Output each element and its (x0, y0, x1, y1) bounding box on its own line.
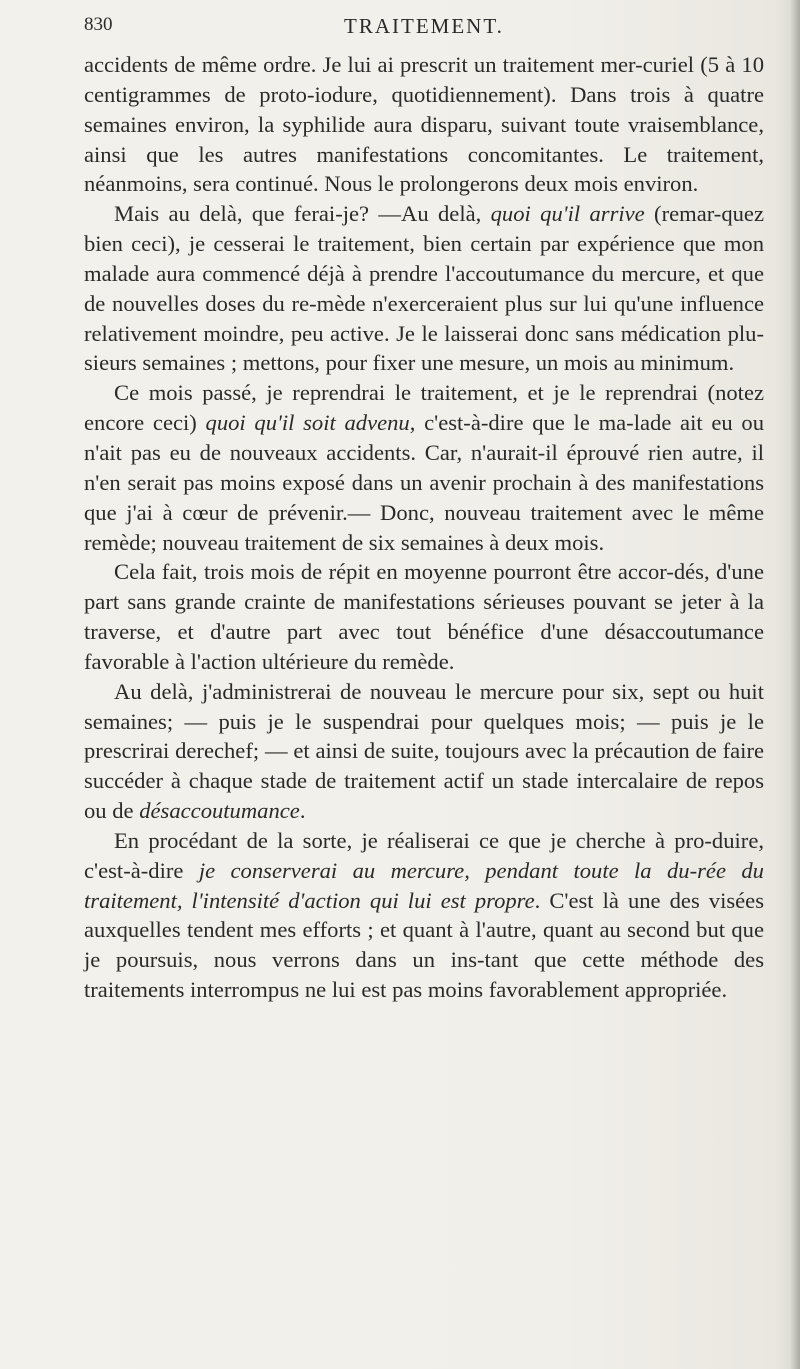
italic-text-run: quoi qu'il soit advenu (205, 410, 410, 436)
text-run: . (299, 798, 306, 824)
page-number: 830 (84, 14, 113, 35)
paragraph (84, 677, 764, 826)
text-run: Ce mois passé, je reprendrai le traitement, et je le reprendrai (notez encore ceci) (84, 380, 764, 436)
paragraph (84, 199, 764, 378)
paragraph (84, 50, 764, 199)
italic-text-run: je conserverai au mercure, pendant toute la du-rée du traitement, l'intensité d'action qui lui est propre (84, 857, 764, 913)
paragraph (84, 826, 764, 1005)
body-text (84, 50, 764, 1005)
text-run: Mais au delà, que ferai-je? —Au delà, (114, 201, 491, 227)
text-run: accidents de même ordre. Je lui ai prescrit un traitement mer-curiel (5 à 10 centigrammes de proto-iodure, quotidiennement). Dans trois à quatre semaines environ, la syphilide aura disparu, suivant toute vraisemblance, ainsi que les autres manifestations concomitantes. Le traitement, néanmoins, sera continué. Nous le prolongerons deux mois environ. (84, 52, 764, 197)
text-run: (remar-quez bien ceci), je cesserai le traitement, bien certain par expérience que mon malade aura commencé déjà à prendre l'accoutumance du mercure, et que de nouvelles doses du re-mède n'exerceraient plus sur lui qu'une influence relativement moindre, peu active. Je le laisserai donc sans médication plu-sieurs semaines ; mettons, pour fixer une mesure, un mois au minimum. (84, 201, 764, 376)
running-title: TRAITEMENT. (344, 14, 504, 38)
text-run: En procédant de la sorte, je réaliserai ce que je cherche à pro-duire, c'est-à-dire (84, 827, 764, 883)
page-edge-shadow (790, 0, 800, 1369)
text-run: . C'est là une des visées auxquelles tendent mes efforts ; et quant à l'autre, quant au second but que je poursuis, nous verrons dans un ins-tant que cette méthode des traitements interrompus ne lui est pas moins favorablement appropriée. (84, 887, 764, 1003)
text-run: Au delà, j'administrerai de nouveau le mercure pour six, sept ou huit semaines; — puis je le suspendrai pour quelques mois; — puis je le prescrirai derechef; — et ainsi de suite, toujours avec la précaution de faire succéder à chaque stade de traitement actif un stade intercalaire de repos ou de (84, 678, 764, 824)
text-run: , c'est-à-dire que le ma-lade ait eu ou n'ait pas eu de nouveaux accidents. Car, n'aurait-il éprouvé rien autre, il n'en serait pas moins exposé dans un avenir prochain à des manifestations que j'ai à cœur de prévenir.— Donc, nouveau traitement avec le même remède; nouveau traitement de six semaines à deux mois. (84, 410, 764, 555)
paragraph (84, 378, 764, 557)
text-run: Cela fait, trois mois de répit en moyenne pourront être accor-dés, d'une part sans grande crainte de manifestations sérieuses pouvant se jeter à la traverse, et d'autre part avec tout bénéfice d'une désaccoutumance favorable à l'action ultérieure du remède. (84, 559, 764, 674)
italic-text-run: désaccoutumance (139, 798, 300, 824)
page-header (84, 14, 764, 44)
paragraph (84, 557, 764, 676)
italic-text-run: quoi qu'il arrive (490, 201, 645, 227)
